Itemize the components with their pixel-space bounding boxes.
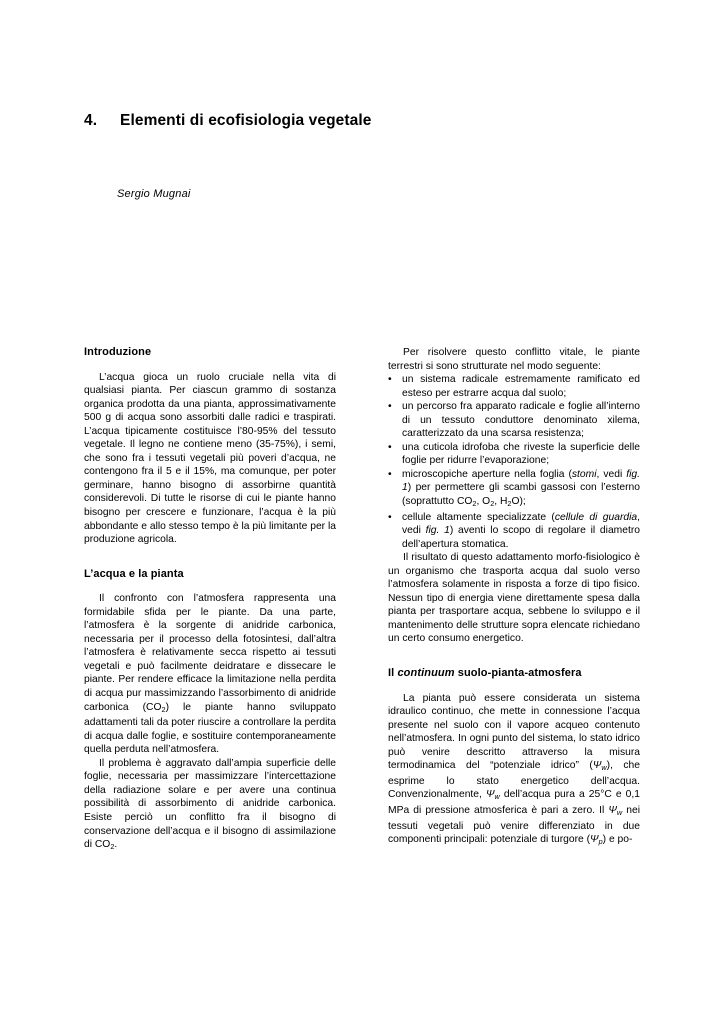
paragraph-continuum-part-e: ) e po-: [602, 834, 633, 846]
bullet-marker-icon: •: [388, 511, 392, 523]
list-item-text-f: O);: [511, 496, 526, 508]
paragraph-acqua-2-part-b: .: [114, 839, 118, 851]
list-item-text-e: , H: [494, 496, 508, 508]
paragraph-continuum-part-c: dell’acqua pura a 25°C e 0,1 MPa di pressione atmosferica è pari a zero. Il: [388, 789, 640, 816]
list-item-text-c: ) per permettere gli scambi gassosi con l’esterno (soprattutto CO: [402, 482, 640, 508]
paragraph-continuum-part-d: nei tessuti vegetali può venire differenziato in due componenti principali: potenziale di turgore (: [388, 804, 640, 846]
subscript-psi-w-1: w: [601, 763, 607, 773]
subscript-psi-p: p: [598, 837, 603, 847]
list-item: [388, 441, 640, 468]
list-item-text-c: ) aventi lo scopo di regolare il diametro dell’apertura stomatica.: [402, 525, 640, 550]
list-item-text: un percorso fra apparato radicale e foglie all’interno di un tessuto conduttore denominato xilema, caratterizzato da una scarsa resistenza;: [402, 401, 640, 440]
section-heading-continuum: [388, 667, 640, 681]
list-item: [388, 400, 640, 441]
subscript-o2: 2: [490, 499, 495, 509]
paragraph-acqua-1: [84, 592, 336, 757]
bullet-marker-icon: •: [388, 468, 392, 480]
list-item: [388, 468, 640, 511]
subscript-co2: 2: [472, 499, 477, 509]
list-item-text: un sistema radicale estremamente ramificato ed esteso per estrarre acqua dal suolo;: [402, 374, 640, 399]
paragraph-introduzione: L’acqua gioca un ruolo cruciale nella vita di qualsiasi pianta. Per ciascun grammo di sostanza organica prodotta da una pianta, approssimativamente 500 g di acqua sono assorbiti dalle radici e traspirati. L’acqua tipicamente costituisce l’80-95% del tessuto vegetale. Il legno ne contiene meno (35-75%), i semi, che sono fra i tessuti vegetali più poveri d’acqua, ne contengono fra il 5 e il 15%, ma comunque, per poter germinare, hanno bisogno di assorbirne quantità considerevoli. Di tutte le risorse di cui le piante hanno bisogno per crescere e funzionare, l’acqua è la più abbondante e allo stesso tempo è la più limitante per la produzione agricola.: [84, 371, 336, 546]
paragraph-continuum-part-a: La pianta può essere considerata un sistema idraulico continuo, che mette in connessione l’acqua presente nel suolo con il vapore acqueo contenuto nell’atmosfera. In ogni punto del sistema, lo stato idrico può venire descritto attraverso la misura termodinamica del “potenziale idrico” (: [388, 692, 640, 772]
list-item: [388, 373, 640, 400]
figure-reference-2: fig. 1: [425, 525, 450, 537]
paragraph-acqua-2: [84, 757, 336, 854]
paragraph-continuum: [388, 692, 640, 849]
chapter-title: Elementi di ecofisiologia vegetale: [120, 112, 372, 129]
bullet-marker-icon: •: [388, 374, 392, 386]
right-column: [388, 346, 640, 849]
section-heading-acqua-pianta: L’acqua e la pianta: [84, 567, 184, 580]
paragraph-acqua-1-part-b: ) le piante hanno sviluppato adattamenti tali da poter riuscire a controllare la perdita di acqua dalle foglie, e sostituire contemporaneamente quella perduta nell’atmosfera.: [84, 701, 336, 756]
term-cellule-di-guardia: cellule di guardia: [554, 511, 638, 523]
subscript-psi-w-3: w: [616, 807, 623, 817]
paragraph-continuum-part-b: ), che esprime lo stato energetico dell’acqua. Convenzionalmente,: [388, 760, 640, 801]
paragraph-conflitto-intro: Per risolvere questo conflitto vitale, le piante terrestri si sono strutturate nel modo seguente:: [388, 347, 640, 372]
list-item-text: una cuticola idrofoba che riveste la superficie delle foglie per ridurre l’evaporazione;: [402, 441, 640, 467]
symbol-psi-3: Ψ: [608, 804, 617, 816]
symbol-psi-1: Ψ: [592, 760, 602, 772]
section-heading-introduzione: Introduzione: [84, 346, 152, 358]
subscript-co2-a: 2: [161, 704, 166, 714]
list-item-text: [402, 512, 640, 550]
paragraph-acqua-2-part-a: Il problema è aggravato dall’ampia superficie delle foglie, necessaria per massimizzare l’intercettazione della radiazione solare e per avere una continua possibilità di assorbimento di anidride carbonica. Esiste perciò un conflitto fra il bisogno di conservazione dell’acqua e il bisogno di assimilazione di CO: [84, 757, 336, 851]
section-heading-part-a: Il: [388, 667, 398, 680]
section-heading-italic: continuum: [397, 667, 455, 680]
chapter-heading: [84, 112, 644, 130]
term-stomi: stomi: [571, 468, 597, 480]
list-item-text-d: , O: [476, 496, 491, 508]
list-item-text-b: , vedi: [402, 511, 640, 537]
list-item-text-a: microscopiche aperture nella foglia (: [402, 468, 572, 480]
bullet-marker-icon: •: [388, 441, 392, 453]
paragraph-acqua-1-part-a: Il confronto con l’atmosfera rappresenta una formidabile sfida per le piante. Da una parte, l’atmosfera è la sorgente di anidride carbonica, necessaria per il processo della fotosintesi, dall’altra l’atmosfera è relativamente secca rispetto ai tessuti vegetali e può facilmente deidratare e dissecare le piante. Per rendere efficace la limitazione nella perdita di acqua pur massimizzando l’assorbimento di anidride carbonica (CO: [84, 593, 336, 713]
section-heading-part-b: suolo-pianta-atmosfera: [454, 667, 582, 680]
list-item-text: [402, 469, 640, 507]
subscript-h2o: 2: [507, 499, 512, 509]
bullet-marker-icon: •: [388, 401, 392, 413]
list-item-text-a: cellule altamente specializzate (: [402, 511, 555, 523]
adaptations-list: [388, 373, 640, 551]
list-item: [388, 511, 640, 552]
chapter-number: 4.: [84, 112, 98, 129]
author-name: Sergio Mugnai: [117, 188, 191, 200]
figure-reference-1: fig. 1: [402, 468, 640, 494]
subscript-co2-b: 2: [110, 842, 115, 852]
paragraph-risultato: Il risultato di questo adattamento morfo-fisiologico è un organismo che trasporta acqua dal suolo verso l’atmosfera solamente in risposta a forze di tipo fisico. Nessun tipo di energia viene direttamente spesa dalla pianta per trasportare acqua, sebbene lo sviluppo e il mantenimento delle strutture sopra elencate richiedano un certo consumo energetico.: [388, 552, 640, 645]
symbol-psi-4: Ψ: [590, 834, 599, 846]
list-item-text-b: , vedi: [596, 468, 627, 480]
subscript-psi-w-2: w: [494, 792, 500, 802]
symbol-psi-2: Ψ: [485, 789, 495, 801]
left-column: [84, 346, 336, 854]
